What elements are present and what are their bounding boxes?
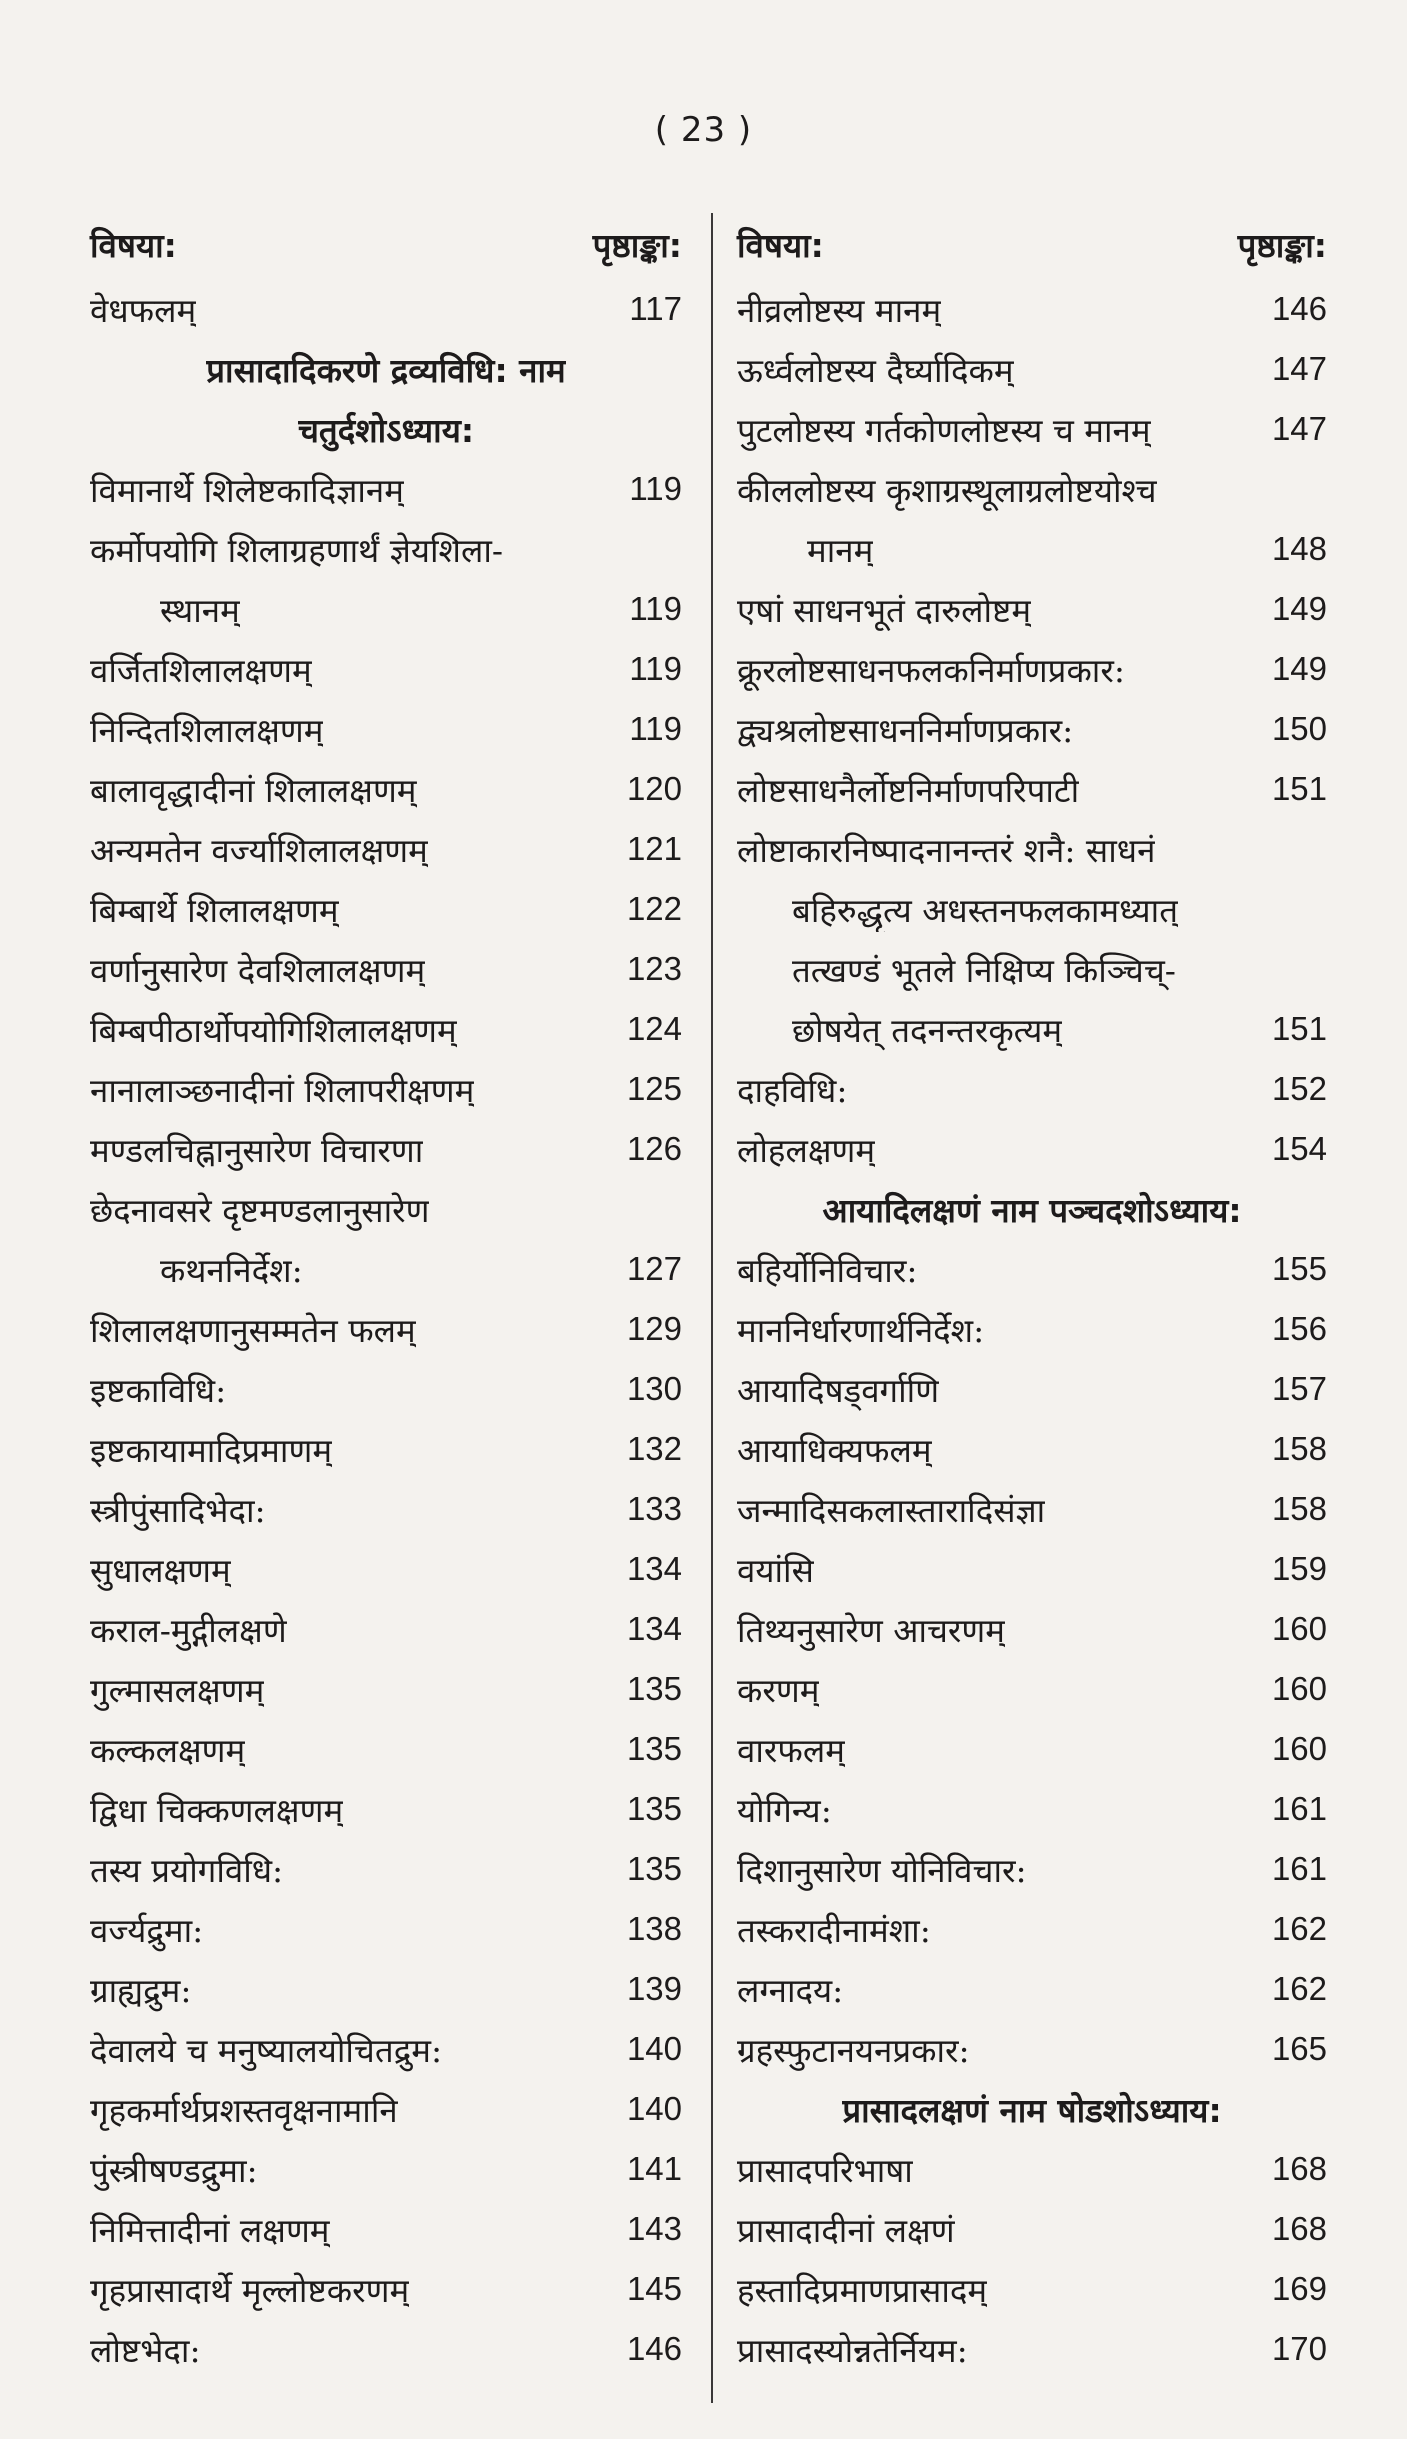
entry-title: इष्टकाविधि:: [90, 1370, 227, 1410]
entry-title: आयादिलक्षणं नाम पञ्चदशोऽध्याय:: [822, 1190, 1242, 1230]
entry-page-number: 148: [1271, 530, 1327, 567]
entry-page-number: 151: [1271, 770, 1327, 807]
toc-entry: [90, 1059, 682, 1119]
toc-entry: [90, 279, 682, 339]
entry-page-number: 135: [626, 1790, 682, 1827]
entry-page-number: 140: [626, 2090, 682, 2127]
entry-page-number: 157: [1271, 1370, 1327, 1407]
entry-title: दाहविधि:: [737, 1070, 848, 1110]
entry-title: प्रासादपरिभाषा: [737, 2150, 913, 2190]
entry-title: लोष्टभेदा:: [90, 2330, 201, 2370]
entry-page-number: 160: [1271, 1610, 1327, 1647]
entry-title: वर्ज्यद्रुमा:: [90, 1910, 204, 1950]
entry-page-number: 145: [626, 2270, 682, 2307]
chapter-heading: [90, 339, 682, 399]
entry-title: तत्खण्डं भूतले निक्षिप्य किञ्चिच्-: [792, 950, 1176, 990]
page-header: पृष्ठाङ्का:: [592, 226, 682, 265]
entry-title: निमित्तादीनां लक्षणम्: [90, 2210, 330, 2250]
entry-title: शिलालक्षणानुसम्मतेन फलम्: [90, 1310, 416, 1350]
entry-page-number: 139: [626, 1970, 682, 2007]
entry-title: कराल-मुद्गीलक्षणे: [90, 1610, 287, 1650]
entry-page-number: 158: [1271, 1430, 1327, 1467]
entry-title: लोष्टाकारनिष्पादनानन्तरं शनै: साधनं: [737, 830, 1156, 870]
entry-title: अन्यमतेन वर्ज्याशिलालक्षणम्: [90, 830, 428, 870]
toc-entry: [737, 1479, 1327, 1539]
entry-page-number: 155: [1271, 1250, 1327, 1287]
chapter-heading: [737, 1179, 1327, 1239]
toc-entry: [737, 999, 1327, 1059]
toc-entry: [90, 1239, 682, 1299]
entry-page-number: 162: [1271, 1910, 1327, 1947]
entry-page-number: 162: [1271, 1970, 1327, 2007]
entry-page-number: 130: [626, 1370, 682, 1407]
toc-entry: [737, 879, 1327, 939]
entry-page-number: 169: [1271, 2270, 1327, 2307]
entry-page-number: 119: [629, 470, 682, 507]
toc-entry: [90, 519, 682, 579]
entry-title: तस्करादीनामंशा:: [737, 1910, 931, 1950]
entry-page-number: 122: [626, 890, 682, 927]
entry-title: कर्मोपयोगि शिलाग्रहणार्थं ज्ञेयशिला-: [90, 530, 504, 570]
entry-title: तस्य प्रयोगविधि:: [90, 1850, 284, 1890]
entry-page-number: 126: [626, 1130, 682, 1167]
entry-title: बहिर्योनिविचार:: [737, 1250, 918, 1290]
toc-entry: [90, 2319, 682, 2379]
entry-page-number: 146: [1271, 290, 1327, 327]
toc-entry: [737, 1719, 1327, 1779]
entry-title: गृहप्रासादार्थे मृल्लोष्टकरणम्: [90, 2270, 410, 2310]
toc-entry: [737, 519, 1327, 579]
entry-title: तिथ्यनुसारेण आचरणम्: [737, 1610, 1006, 1650]
entry-title: बहिरुद्धृत्य अधस्तनफलकामध्यात्: [792, 890, 1179, 930]
entry-title: लग्नादय:: [737, 1970, 844, 2010]
entry-page-number: 159: [1271, 1550, 1327, 1587]
entry-title: द्विधा चिक्कणलक्षणम्: [90, 1790, 344, 1830]
entry-page-number: 161: [1271, 1850, 1327, 1887]
entry-page-number: 160: [1271, 1670, 1327, 1707]
entry-page-number: 119: [629, 650, 682, 687]
entry-page-number: 140: [626, 2030, 682, 2067]
entry-title: हस्तादिप्रमाणप्रासादम्: [737, 2270, 988, 2310]
page-number: ( 23 ): [654, 110, 753, 150]
page-header: पृष्ठाङ्का:: [1237, 226, 1327, 265]
entry-title: बिम्बपीठार्थोपयोगिशिलालक्षणम्: [90, 1010, 457, 1050]
entry-title: आयाधिक्यफलम्: [737, 1430, 932, 1470]
entry-title: देवालये च मनुष्यालयोचितद्रुम:: [90, 2030, 443, 2070]
entry-title: स्त्रीपुंसादिभेदा:: [90, 1490, 266, 1530]
toc-entry: [737, 699, 1327, 759]
toc-entry: [90, 1959, 682, 2019]
entry-page-number: 138: [626, 1910, 682, 1947]
toc-entry: [90, 1299, 682, 1359]
entry-title: कथननिर्देश:: [160, 1250, 303, 1290]
topic-header: विषया:: [90, 226, 177, 265]
entry-title: बिम्बार्थे शिलालक्षणम्: [90, 890, 339, 930]
entry-title: वयांसि: [737, 1550, 814, 1590]
entry-page-number: 117: [629, 290, 682, 327]
entry-title: नानालाञ्छनादीनां शिलापरीक्षणम्: [90, 1070, 475, 1110]
entry-title: वेधफलम्: [90, 290, 197, 330]
entry-page-number: 156: [1271, 1310, 1327, 1347]
toc-entry: [90, 1599, 682, 1659]
entry-title: दिशानुसारेण योनिविचार:: [737, 1850, 1027, 1890]
topic-header: विषया:: [737, 226, 824, 265]
toc-entry: [737, 2019, 1327, 2079]
entry-page-number: 147: [1271, 350, 1327, 387]
entry-title: छोषयेत् तदनन्तरकृत्यम्: [792, 1010, 1063, 1050]
entry-page-number: 154: [1271, 1130, 1327, 1167]
toc-entry: [90, 2259, 682, 2319]
toc-entry: [90, 1899, 682, 1959]
entry-title: वर्णानुसारेण देवशिलालक्षणम्: [90, 950, 426, 990]
right-column-header: [737, 213, 1327, 279]
entry-title: लोहलक्षणम्: [737, 1130, 876, 1170]
entry-page-number: 151: [1271, 1010, 1327, 1047]
entry-title: मानम्: [807, 530, 874, 570]
toc-entry: [90, 639, 682, 699]
entry-page-number: 129: [626, 1310, 682, 1347]
entry-title: योगिन्य:: [737, 1790, 832, 1830]
toc-entry: [737, 939, 1327, 999]
toc-entry: [737, 579, 1327, 639]
toc-entry: [737, 2319, 1327, 2379]
entry-title: चतुर्दशोऽध्याय:: [297, 410, 475, 450]
entry-page-number: 127: [626, 1250, 682, 1287]
toc-entry: [90, 459, 682, 519]
toc-entry: [90, 1779, 682, 1839]
entry-title: प्रासादादिकरणे द्रव्यविधि: नाम: [206, 350, 566, 390]
toc-entry: [90, 1179, 682, 1239]
entry-title: छेदनावसरे दृष्टमण्डलानुसारेण: [90, 1190, 430, 1230]
entry-title: निन्दितशिलालक्षणम्: [90, 710, 324, 750]
toc-entry: [90, 1659, 682, 1719]
entry-title: आयादिषड्वर्गाणि: [737, 1370, 940, 1410]
entry-title: नीव्रलोष्टस्य मानम्: [737, 290, 942, 330]
entry-page-number: 143: [626, 2210, 682, 2247]
toc-entry: [90, 699, 682, 759]
toc-entry: [737, 819, 1327, 879]
entry-title: लोष्टसाधनैर्लोष्टनिर्माणपरिपाटी: [737, 770, 1080, 810]
entry-title: सुधालक्षणम्: [90, 1550, 231, 1590]
entry-page-number: 160: [1271, 1730, 1327, 1767]
toc-entry: [737, 1959, 1327, 2019]
column-divider: [711, 213, 713, 2403]
toc-entry: [737, 399, 1327, 459]
left-entries: [90, 279, 682, 2379]
toc-entry: [90, 1419, 682, 1479]
right-column: [737, 213, 1327, 2379]
entry-page-number: 161: [1271, 1790, 1327, 1827]
entry-page-number: 147: [1271, 410, 1327, 447]
toc-entry: [737, 1899, 1327, 1959]
entry-title: बालावृद्धादीनां शिलालक्षणम्: [90, 770, 417, 810]
entry-page-number: 149: [1271, 650, 1327, 687]
toc-entry: [90, 1359, 682, 1419]
entry-title: क्रूरलोष्टसाधनफलकनिर्माणप्रकार:: [737, 650, 1125, 690]
entry-title: ग्रहस्फुटानयनप्रकार:: [737, 2030, 970, 2070]
toc-entry: [90, 2079, 682, 2139]
entry-title: ग्राह्यद्रुम:: [90, 1970, 192, 2010]
entry-page-number: 168: [1271, 2150, 1327, 2187]
toc-entry: [737, 1359, 1327, 1419]
toc-entry: [737, 1599, 1327, 1659]
entry-title: मण्डलचिह्नानुसारेण विचारणा: [90, 1130, 424, 1170]
toc-entry: [737, 1839, 1327, 1899]
toc-entry: [737, 339, 1327, 399]
entry-page-number: 119: [629, 590, 682, 627]
entry-title: स्थानम्: [160, 590, 240, 630]
toc-entry: [90, 1539, 682, 1599]
entry-title: इष्टकायामादिप्रमाणम्: [90, 1430, 333, 1470]
toc-entry: [90, 1839, 682, 1899]
entry-title: वारफलम्: [737, 1730, 845, 1770]
entry-page-number: 158: [1271, 1490, 1327, 1527]
entry-title: कल्कलक्षणम्: [90, 1730, 246, 1770]
entry-page-number: 135: [626, 1670, 682, 1707]
entry-page-number: 135: [626, 1730, 682, 1767]
toc-entry: [737, 1659, 1327, 1719]
entry-page-number: 168: [1271, 2210, 1327, 2247]
chapter-heading: [90, 399, 682, 459]
entry-page-number: 124: [626, 1010, 682, 1047]
entry-title: पुटलोष्टस्य गर्तकोणलोष्टस्य च मानम्: [737, 410, 1151, 450]
toc-entry: [90, 879, 682, 939]
entry-page-number: 152: [1271, 1070, 1327, 1107]
entry-title: गृहकर्मार्थप्रशस्तवृक्षनामानि: [90, 2090, 398, 2130]
toc-entry: [90, 1719, 682, 1779]
toc-entry: [737, 459, 1327, 519]
left-column: [90, 213, 682, 2379]
entry-page-number: 120: [626, 770, 682, 807]
entry-title: प्रासादलक्षणं नाम षोडशोऽध्याय:: [842, 2090, 1222, 2130]
toc-entry: [90, 2199, 682, 2259]
entry-title: एषां साधनभूतं दारुलोष्टम्: [737, 590, 1032, 630]
toc-entry: [90, 939, 682, 999]
entry-title: प्रासादस्योन्नतेर्नियम:: [737, 2330, 968, 2370]
right-entries: [737, 279, 1327, 2379]
toc-entry: [90, 759, 682, 819]
entry-page-number: 146: [626, 2330, 682, 2367]
toc-entry: [737, 1059, 1327, 1119]
toc-entry: [737, 639, 1327, 699]
toc-entry: [737, 1119, 1327, 1179]
entry-page-number: 125: [626, 1070, 682, 1107]
entry-title: करणम्: [737, 1670, 820, 1710]
toc-entry: [737, 1299, 1327, 1359]
entry-page-number: 170: [1271, 2330, 1327, 2367]
toc-entry: [90, 819, 682, 879]
entry-page-number: 149: [1271, 590, 1327, 627]
entry-page-number: 132: [626, 1430, 682, 1467]
toc-entry: [90, 1119, 682, 1179]
entry-page-number: 134: [626, 1610, 682, 1647]
entry-title: ऊर्ध्वलोष्टस्य दैर्घ्यादिकम्: [737, 350, 1014, 390]
entry-title: माननिर्धारणार्थनिर्देश:: [737, 1310, 985, 1350]
entry-page-number: 123: [626, 950, 682, 987]
chapter-heading: [737, 2079, 1327, 2139]
toc-entry: [737, 279, 1327, 339]
entry-title: प्रासादादीनां लक्षणं: [737, 2210, 955, 2250]
entry-page-number: 150: [1271, 710, 1327, 747]
toc-entry: [737, 1779, 1327, 1839]
left-column-header: [90, 213, 682, 279]
toc-entry: [737, 759, 1327, 819]
entry-title: विमानार्थे शिलेष्टकादिज्ञानम्: [90, 470, 404, 510]
toc-entry: [90, 1479, 682, 1539]
toc-entry: [737, 1239, 1327, 1299]
entry-page-number: 141: [626, 2150, 682, 2187]
entry-page-number: 135: [626, 1850, 682, 1887]
entry-title: जन्मादिसकलास्तारादिसंज्ञा: [737, 1490, 1046, 1530]
entry-title: कीललोष्टस्य कृशाग्रस्थूलाग्रलोष्टयोश्च: [737, 470, 1157, 510]
toc-entry: [737, 1539, 1327, 1599]
entry-title: वर्जितशिलालक्षणम्: [90, 650, 312, 690]
toc-entry: [737, 2259, 1327, 2319]
entry-page-number: 133: [626, 1490, 682, 1527]
toc-entry: [737, 2139, 1327, 2199]
toc-entry: [737, 1419, 1327, 1479]
toc-entry: [90, 579, 682, 639]
entry-title: गुल्मासलक्षणम्: [90, 1670, 265, 1710]
entry-page-number: 134: [626, 1550, 682, 1587]
entry-page-number: 121: [626, 830, 682, 867]
entry-title: पुंस्त्रीषण्डद्रुमा:: [90, 2150, 258, 2190]
toc-entry: [90, 999, 682, 1059]
toc-entry: [90, 2019, 682, 2079]
entry-page-number: 165: [1271, 2030, 1327, 2067]
toc-entry: [737, 2199, 1327, 2259]
entry-title: द्व्यश्रलोष्टसाधननिर्माणप्रकार:: [737, 710, 1074, 750]
toc-entry: [90, 2139, 682, 2199]
entry-page-number: 119: [629, 710, 682, 747]
